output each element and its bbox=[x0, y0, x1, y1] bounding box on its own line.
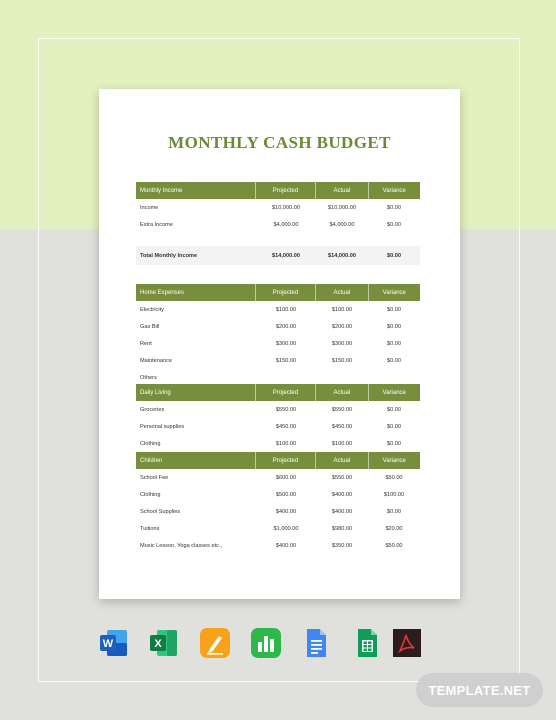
cell-label: Personal supplies bbox=[140, 423, 185, 430]
cell-label: Others bbox=[140, 374, 157, 381]
header-cell-label: Children bbox=[140, 457, 163, 464]
cell-variance: $0.00 bbox=[387, 357, 401, 364]
google-docs-icon[interactable] bbox=[300, 627, 332, 659]
total-cell-label: Total Monthly Income bbox=[140, 252, 198, 259]
header-cell-projected: Projected bbox=[255, 384, 315, 401]
cell-variance: $0.00 bbox=[387, 406, 401, 413]
cell-actual: $450.00 bbox=[331, 423, 353, 430]
header-cell-projected: Projected bbox=[255, 284, 315, 301]
header-cell-variance: Variance bbox=[368, 284, 420, 301]
header-cell-label: Daily Living bbox=[140, 389, 171, 396]
cell-projected: $400.00 bbox=[275, 542, 297, 549]
pages-icon[interactable] bbox=[199, 627, 231, 659]
template-net-logo[interactable]: TEMPLATE.NET bbox=[416, 673, 543, 707]
cell-label: Rent bbox=[140, 340, 152, 347]
cell-label: Gas Bill bbox=[140, 323, 160, 330]
cell-variance: $0.00 bbox=[387, 440, 401, 447]
cell-actual: $550.00 bbox=[331, 474, 353, 481]
budget-document bbox=[99, 89, 460, 599]
cell-variance: $0.00 bbox=[387, 423, 401, 430]
cell-label: Tuitions bbox=[140, 525, 160, 532]
document-title: MONTHLY CASH BUDGET bbox=[168, 133, 391, 152]
budget-section bbox=[136, 384, 420, 452]
table-row bbox=[136, 318, 420, 335]
cell-actual: $4,000.00 bbox=[329, 221, 355, 228]
word-icon[interactable] bbox=[98, 627, 130, 659]
header-cell-actual: Actual bbox=[315, 182, 367, 199]
cell-label: Extra Income bbox=[140, 221, 173, 228]
table-row bbox=[136, 486, 420, 503]
pdf-icon[interactable] bbox=[391, 627, 423, 659]
table-row bbox=[136, 469, 420, 486]
section-header bbox=[136, 384, 420, 401]
cell-label: Clothing bbox=[140, 491, 161, 498]
cell-projected: $10,000.00 bbox=[272, 204, 300, 211]
header-cell-actual: Actual bbox=[315, 384, 367, 401]
total-row bbox=[136, 246, 420, 265]
cell-label: Music Lesson, Yoga classes etc., bbox=[140, 542, 223, 549]
cell-variance: $50.00 bbox=[385, 542, 403, 549]
cell-projected: $550.00 bbox=[275, 406, 297, 413]
cell-actual: $980.00 bbox=[331, 525, 353, 532]
cell-label: Maintenance bbox=[140, 357, 173, 364]
cell-actual: $100.00 bbox=[331, 440, 353, 447]
budget-section bbox=[136, 182, 420, 265]
cell-variance: $0.00 bbox=[387, 204, 401, 211]
cell-projected: $400.00 bbox=[275, 508, 297, 515]
cell-actual: $550.00 bbox=[331, 406, 353, 413]
cell-variance: $0.00 bbox=[387, 508, 401, 515]
cell-actual: $400.00 bbox=[331, 508, 353, 515]
header-cell-variance: Variance bbox=[368, 452, 420, 469]
cell-actual: $100.00 bbox=[331, 306, 353, 313]
table-row bbox=[136, 401, 420, 418]
cell-projected: $100.00 bbox=[275, 306, 297, 313]
cell-projected: $450.00 bbox=[275, 423, 297, 430]
header-cell-variance: Variance bbox=[368, 182, 420, 199]
header-cell-variance: Variance bbox=[368, 384, 420, 401]
svg-text:W: W bbox=[102, 638, 114, 650]
section-header bbox=[136, 452, 420, 469]
section-header bbox=[136, 284, 420, 301]
table-row bbox=[136, 520, 420, 537]
cell-projected: $4,000.00 bbox=[273, 221, 299, 228]
google-sheets-icon[interactable] bbox=[351, 627, 383, 659]
cell-label: Income bbox=[140, 204, 159, 211]
cell-projected: $300.00 bbox=[275, 340, 297, 347]
header-cell-actual: Actual bbox=[315, 452, 367, 469]
app-icons-row bbox=[98, 627, 423, 659]
header-cell-actual: Actual bbox=[315, 284, 367, 301]
header-cell-projected: Projected bbox=[255, 452, 315, 469]
cell-variance: $100.00 bbox=[383, 491, 405, 498]
header-cell-projected: Projected bbox=[255, 182, 315, 199]
spacer bbox=[136, 233, 420, 246]
cell-actual: $150.00 bbox=[331, 357, 353, 364]
cell-label: Groceries bbox=[140, 406, 165, 413]
table-row bbox=[136, 335, 420, 352]
cell-label: Clothing bbox=[140, 440, 161, 447]
cell-projected: $150.00 bbox=[275, 357, 297, 364]
cell-actual: $300.00 bbox=[331, 340, 353, 347]
table-row bbox=[136, 435, 420, 452]
numbers-icon[interactable] bbox=[250, 627, 282, 659]
cell-actual: $200.00 bbox=[331, 323, 353, 330]
cell-actual: $350.00 bbox=[331, 542, 353, 549]
table-row bbox=[136, 352, 420, 369]
section-header bbox=[136, 182, 420, 199]
budget-section bbox=[136, 452, 420, 554]
cell-variance: $50.00 bbox=[385, 474, 403, 481]
table-row bbox=[136, 537, 420, 554]
cell-label: School Fee bbox=[140, 474, 169, 481]
table-row bbox=[136, 418, 420, 435]
cell-projected: $1,000.00 bbox=[273, 525, 299, 532]
header-cell-label: Monthly Income bbox=[140, 187, 183, 194]
cell-projected: $200.00 bbox=[275, 323, 297, 330]
svg-text:X: X bbox=[154, 638, 162, 650]
total-cell-projected: $14,000.00 bbox=[272, 252, 300, 259]
table-row bbox=[136, 301, 420, 318]
cell-variance: $0.00 bbox=[387, 340, 401, 347]
cell-variance: $20.00 bbox=[385, 525, 403, 532]
table-row bbox=[136, 503, 420, 520]
cell-actual: $400.00 bbox=[331, 491, 353, 498]
cell-actual: $10,000.00 bbox=[328, 204, 356, 211]
cell-variance: $0.00 bbox=[387, 221, 401, 228]
total-cell-variance: $0.00 bbox=[387, 252, 401, 259]
cell-variance: $0.00 bbox=[387, 323, 401, 330]
table-row bbox=[136, 199, 420, 216]
table-row bbox=[136, 216, 420, 233]
cell-variance: $0.00 bbox=[387, 306, 401, 313]
cell-projected: $500.00 bbox=[275, 491, 297, 498]
budget-section bbox=[136, 284, 420, 386]
header-cell-label: Home Expenses bbox=[140, 289, 185, 296]
total-cell-actual: $14,000.00 bbox=[328, 252, 356, 259]
cell-label: Electricity bbox=[140, 306, 164, 313]
excel-icon[interactable] bbox=[148, 627, 180, 659]
cell-label: School Supplies bbox=[140, 508, 181, 515]
cell-projected: $100.00 bbox=[275, 440, 297, 447]
cell-projected: $600.00 bbox=[275, 474, 297, 481]
